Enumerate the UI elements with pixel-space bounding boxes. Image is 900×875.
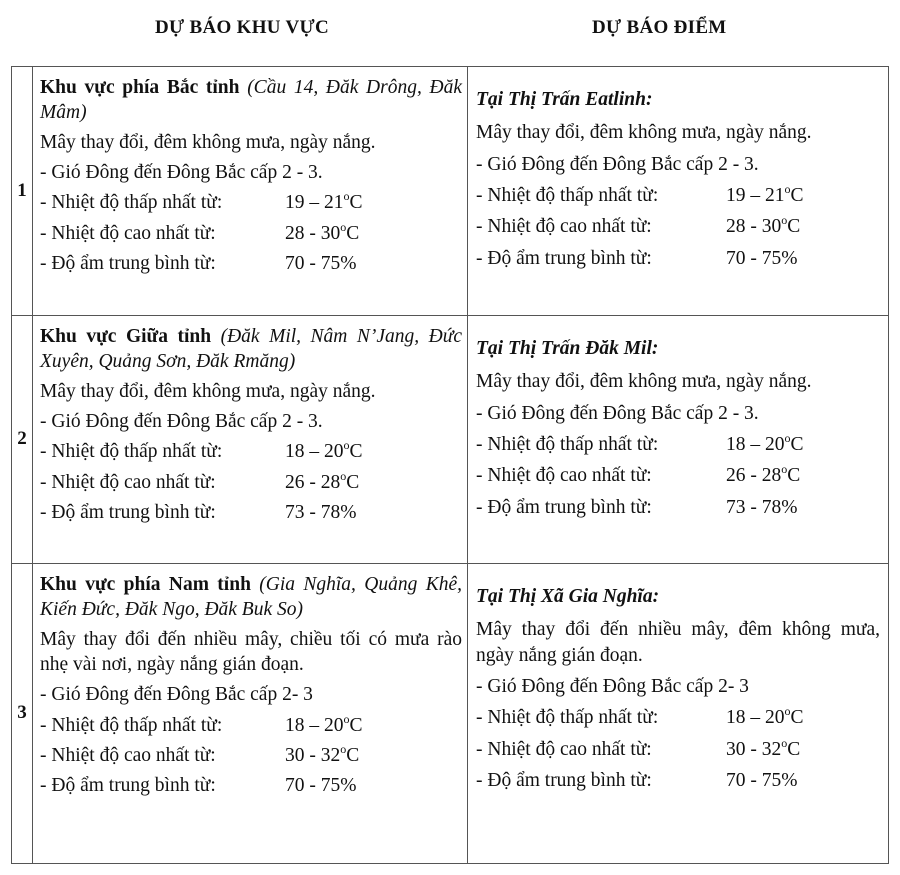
area-title [40, 75, 462, 126]
celsius-unit: C [787, 216, 801, 238]
degree-sign: o [784, 704, 791, 719]
area-places: (Đăk Mil, Nâm N’Jang, Đức Xuyên, Quảng Sơn, Đăk Rmăng) [40, 326, 462, 373]
min-line [476, 705, 880, 730]
min-line [40, 190, 462, 215]
min-label: - Nhiệt độ thấp nhất từ: [476, 185, 659, 207]
hum-line [476, 768, 880, 793]
max-label: - Nhiệt độ cao nhất từ: [476, 465, 652, 487]
point-wind: - Gió Đông đến Đông Bắc cấp 2 - 3. [476, 402, 759, 424]
max-value: 30 - 32$^o$C [285, 742, 360, 767]
min-value: 18 – 20$^o$C [285, 438, 363, 463]
hum-label: - Độ ẩm trung bình từ: [476, 496, 652, 518]
degree-sign: o [340, 219, 347, 234]
point-wind: - Gió Đông đến Đông Bắc cấp 2 - 3. [476, 153, 759, 175]
area-forecast-cell [33, 67, 468, 316]
celsius-unit: C [349, 192, 363, 214]
degree-sign: o [781, 462, 788, 477]
min-value: 18 – 20$^o$C [285, 711, 363, 736]
area-places: (Gia Nghĩa, Quảng Khê, Kiến Đức, Đăk Ngo, Đăk Buk So) [40, 574, 463, 621]
hum-value: 70 - 75% [285, 775, 357, 797]
hum-label: - Độ ẩm trung bình từ: [40, 775, 216, 797]
max-label: - Nhiệt độ cao nhất từ: [40, 745, 216, 767]
degree-sign: o [343, 711, 350, 726]
max-label: - Nhiệt độ cao nhất từ: [476, 738, 652, 760]
area-title [40, 572, 462, 623]
hum-line [476, 246, 880, 271]
celsius-unit: C [790, 185, 804, 207]
min-value: 19 – 21$^o$C [726, 182, 804, 207]
hum-line [40, 500, 462, 525]
max-line [476, 463, 880, 488]
max-line [40, 743, 462, 768]
max-value: 26 - 28$^o$C [726, 462, 801, 487]
max-line [40, 470, 462, 495]
degree-sign: o [343, 438, 350, 453]
hum-value: 73 - 78% [285, 502, 357, 524]
point-forecast-header: DỰ BÁO ĐIỂM [592, 17, 727, 38]
hum-value: 70 - 75% [285, 253, 357, 275]
max-label: - Nhiệt độ cao nhất từ: [40, 222, 216, 244]
area-wind: - Gió Đông đến Đông Bắc cấp 2- 3 [40, 684, 313, 706]
area-wind: - Gió Đông đến Đông Bắc cấp 2 - 3. [40, 162, 323, 184]
hum-line [476, 495, 880, 520]
area-forecast-cell [33, 564, 468, 864]
max-label: - Nhiệt độ cao nhất từ: [476, 216, 652, 238]
hum-line [40, 773, 462, 798]
celsius-unit: C [787, 465, 801, 487]
min-line [40, 439, 462, 464]
degree-sign: o [343, 189, 350, 204]
min-line [476, 432, 880, 457]
min-label: - Nhiệt độ thấp nhất từ: [476, 434, 659, 456]
hum-value: 70 - 75% [726, 247, 798, 269]
hum-label: - Độ ẩm trung bình từ: [476, 247, 652, 269]
area-wind: - Gió Đông đến Đông Bắc cấp 2 - 3. [40, 411, 323, 433]
point-forecast-cell [468, 316, 889, 564]
point-weather: Mây thay đổi, đêm không mưa, ngày nắng. [476, 371, 812, 393]
area-name: Khu vực Giữa tỉnh [40, 326, 212, 347]
hum-label: - Độ ẩm trung bình từ: [40, 502, 216, 524]
forecast-row [12, 67, 889, 316]
forecast-table-body [12, 67, 889, 864]
row-number: 1 [12, 67, 33, 316]
max-value: 26 - 28$^o$C [285, 468, 360, 493]
degree-sign: o [784, 182, 791, 197]
max-line [40, 221, 462, 246]
min-line [40, 713, 462, 738]
degree-sign: o [781, 735, 788, 750]
celsius-unit: C [787, 738, 801, 760]
point-forecast-cell [468, 564, 889, 864]
point-name: Tại Thị Trấn Eatlinh: [476, 89, 653, 110]
min-value: 18 – 20$^o$C [726, 704, 804, 729]
celsius-unit: C [790, 434, 804, 456]
point-weather: Mây thay đổi đến nhiều mây, đêm không mưa, ngày nắng gián đoạn. [476, 619, 880, 666]
degree-sign: o [784, 431, 791, 446]
area-weather: Mây thay đổi đến nhiều mây, chiều tối có mưa rào nhẹ vài nơi, ngày nắng gián đoạn. [40, 628, 462, 676]
row-number: 3 [12, 564, 33, 864]
point-forecast-cell [468, 67, 889, 316]
hum-line [40, 251, 462, 276]
point-wind: - Gió Đông đến Đông Bắc cấp 2- 3 [476, 676, 749, 698]
hum-value: 70 - 75% [726, 770, 798, 792]
area-places: (Cầu 14, Đăk Drông, Đăk Mâm) [40, 77, 462, 124]
max-line [476, 214, 880, 239]
area-title [40, 324, 462, 375]
hum-value: 73 - 78% [726, 496, 798, 518]
area-name: Khu vực phía Nam tỉnh [40, 574, 251, 595]
min-label: - Nhiệt độ thấp nhất từ: [476, 707, 659, 729]
max-value: 28 - 30$^o$C [726, 213, 801, 238]
celsius-unit: C [346, 222, 360, 244]
forecast-row [12, 316, 889, 564]
celsius-unit: C [346, 471, 360, 493]
min-label: - Nhiệt độ thấp nhất từ: [40, 714, 223, 736]
min-label: - Nhiệt độ thấp nhất từ: [40, 192, 223, 214]
point-name: Tại Thị Trấn Đăk Mil: [476, 338, 659, 359]
celsius-unit: C [346, 745, 360, 767]
forecast-table [11, 66, 889, 864]
area-forecast-header: DỰ BÁO KHU VỰC [155, 17, 329, 38]
max-line [476, 737, 880, 762]
hum-label: - Độ ẩm trung bình từ: [40, 253, 216, 275]
point-name: Tại Thị Xã Gia Nghĩa: [476, 586, 660, 607]
min-value: 18 – 20$^o$C [726, 431, 804, 456]
max-label: - Nhiệt độ cao nhất từ: [40, 471, 216, 493]
min-label: - Nhiệt độ thấp nhất từ: [40, 441, 223, 463]
row-number: 2 [12, 316, 33, 564]
degree-sign: o [340, 742, 347, 757]
degree-sign: o [340, 468, 347, 483]
celsius-unit: C [349, 714, 363, 736]
max-value: 28 - 30$^o$C [285, 219, 360, 244]
celsius-unit: C [790, 707, 804, 729]
area-weather: Mây thay đổi, đêm không mưa, ngày nắng. [40, 131, 376, 153]
min-line [476, 183, 880, 208]
area-name: Khu vực phía Bắc tỉnh [40, 77, 240, 98]
max-value: 30 - 32$^o$C [726, 735, 801, 760]
area-forecast-cell [33, 316, 468, 564]
point-weather: Mây thay đổi, đêm không mưa, ngày nắng. [476, 122, 812, 144]
degree-sign: o [781, 213, 788, 228]
forecast-row [12, 564, 889, 864]
celsius-unit: C [349, 441, 363, 463]
area-weather: Mây thay đổi, đêm không mưa, ngày nắng. [40, 380, 376, 402]
hum-label: - Độ ẩm trung bình từ: [476, 770, 652, 792]
min-value: 19 – 21$^o$C [285, 189, 363, 214]
